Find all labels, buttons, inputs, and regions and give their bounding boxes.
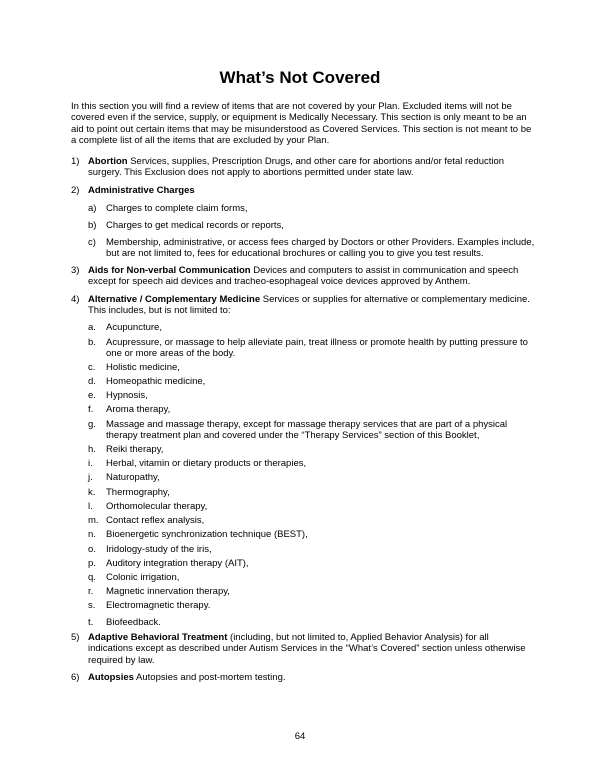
item-heading: Administrative Charges xyxy=(88,185,195,196)
sub-item-text: Homeopathic medicine, xyxy=(106,376,206,387)
item-number: 3) xyxy=(71,265,80,276)
sub-item-number: s. xyxy=(88,600,96,611)
sub-item-number: q. xyxy=(88,572,96,583)
item-body xyxy=(88,156,536,179)
sub-item-text: Magnetic innervation therapy, xyxy=(106,586,230,597)
item-body xyxy=(88,632,536,666)
sub-item-number: h. xyxy=(88,444,96,455)
sub-item-number: c. xyxy=(88,362,96,373)
sub-item-text: Bioenergetic synchronization technique (BEST), xyxy=(106,529,308,540)
item-text: Autopsies and post-mortem testing. xyxy=(133,672,286,683)
sub-item-text: Colonic irrigation, xyxy=(106,572,180,583)
page-number: 64 xyxy=(294,731,306,742)
item-text: (including, but not limited to, Applied Behavior Analysis) for all indications except as described under Autism Services in the “What’s Covered” section unless otherwise required by law. xyxy=(88,632,526,666)
sub-item-number: n. xyxy=(88,529,96,540)
sub-item-text: Massage and massage therapy, except for massage therapy services that are part of a physical therapy treatment plan and covered under the “Therapy Services” section of this Booklet, xyxy=(106,419,508,442)
page-title: What’s Not Covered xyxy=(219,68,381,87)
item-text: Services or supplies for alternative or complementary medicine. This includes, but is not limited to: xyxy=(88,294,530,317)
item-number: 6) xyxy=(71,672,80,683)
sub-item-text: Herbal, vitamin or dietary products or therapies, xyxy=(106,458,307,469)
sub-item-number: a. xyxy=(88,322,96,333)
sub-item-number: o. xyxy=(88,544,96,555)
sub-item-number: f. xyxy=(88,404,94,415)
item-number: 2) xyxy=(71,185,80,196)
sub-item-text: Biofeedback. xyxy=(106,617,161,628)
sub-item-number: i. xyxy=(88,458,93,469)
sub-item-text: Thermography, xyxy=(106,487,170,498)
item-text: Services, supplies, Prescription Drugs, and other care for abortions and/or fetal reduction surgery. This Exclusion does not apply to abortions permitted under state law. xyxy=(88,156,505,179)
item-number: 5) xyxy=(71,632,80,643)
sub-item-text: Membership, administrative, or access fees charged by Doctors or other Providers. Examples include, but are not limited to, fees for educational brochures or calling you to give you test results. xyxy=(106,237,535,260)
sub-item-number: a) xyxy=(88,203,97,214)
sub-item-number: p. xyxy=(88,558,96,569)
sub-item-number: j. xyxy=(88,472,93,483)
sub-item-number: d. xyxy=(88,376,96,387)
sub-item-text: Reiki therapy, xyxy=(106,444,164,455)
intro-paragraph: In this section you will find a review of items that are not covered by your Plan. Excluded items will not be covered even if the service, supply, or equipment is Medically Necessary. This section is only meant to be an aid to point out certain items that may be misunderstood as Covered Services. This section is not meant to be a complete list of all the items that are excluded by your Plan. xyxy=(71,101,532,146)
sub-item-text: Contact reflex analysis, xyxy=(106,515,205,526)
sub-item-text: Acupressure, or massage to help alleviate pain, treat illness or promote health by putting pressure to one or more areas of the body. xyxy=(106,337,528,360)
item-heading: Autopsies xyxy=(88,672,134,683)
sub-item-text: Charges to complete claim forms, xyxy=(106,203,248,214)
item-body xyxy=(88,265,536,288)
item-heading: Alternative / Complementary Medicine xyxy=(88,294,261,305)
sub-item-text: Holistic medicine, xyxy=(106,362,180,373)
item-body xyxy=(88,672,536,683)
item-heading: Aids for Non-verbal Communication xyxy=(88,265,251,276)
sub-item-text: Charges to get medical records or reports, xyxy=(106,220,284,231)
sub-item-number: b) xyxy=(88,220,97,231)
item-body xyxy=(88,185,536,196)
item-body xyxy=(88,294,536,317)
item-heading: Abortion xyxy=(88,156,128,167)
sub-item-text: Acupuncture, xyxy=(106,322,162,333)
sub-item-text: Orthomolecular therapy, xyxy=(106,501,208,512)
item-text: Devices and computers to assist in communication and speech except for speech aid devices and tracheo-esophageal voice devices approved by Anthem. xyxy=(88,265,519,288)
item-heading: Adaptive Behavioral Treatment xyxy=(88,632,228,643)
sub-item-text: Hypnosis, xyxy=(106,390,148,401)
sub-item-number: l. xyxy=(88,501,93,512)
sub-item-number: b. xyxy=(88,337,96,348)
sub-item-text: Aroma therapy, xyxy=(106,404,171,415)
sub-item-number: t. xyxy=(88,617,94,628)
item-number: 1) xyxy=(71,156,80,167)
sub-item-text: Iridology-study of the iris, xyxy=(106,544,212,555)
sub-item-number: m. xyxy=(88,515,99,526)
sub-item-number: c) xyxy=(88,237,96,248)
item-number: 4) xyxy=(71,294,80,305)
sub-item-text: Auditory integration therapy (AIT), xyxy=(106,558,249,569)
sub-item-number: e. xyxy=(88,390,96,401)
sub-item-text: Naturopathy, xyxy=(106,472,160,483)
sub-item-text: Electromagnetic therapy. xyxy=(106,600,211,611)
sub-item-number: r. xyxy=(88,586,94,597)
sub-item-number: k. xyxy=(88,487,96,498)
sub-item-number: g. xyxy=(88,419,96,430)
